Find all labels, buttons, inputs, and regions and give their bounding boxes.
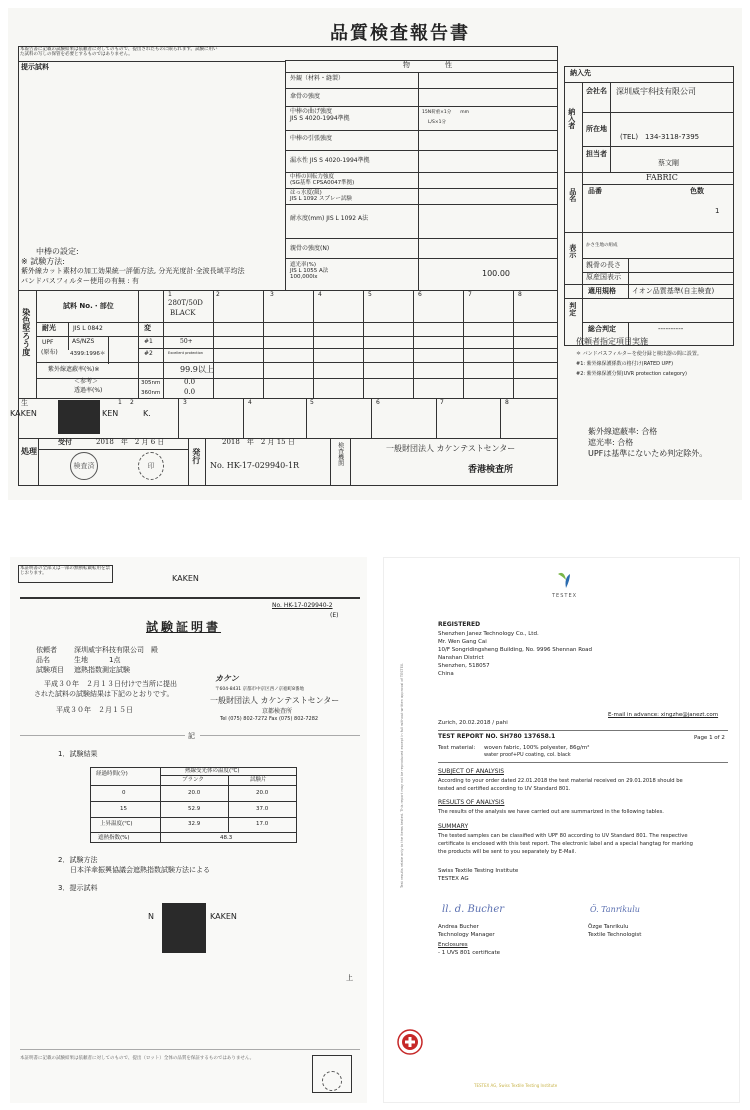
sample-label: 提示試料 bbox=[21, 63, 49, 71]
color-count: 1 bbox=[715, 207, 720, 215]
addr-5: Shenzhen, 518057 bbox=[438, 663, 490, 669]
upf-protection: Excellent protection bbox=[168, 351, 203, 355]
raw-col-1: 1 bbox=[118, 399, 122, 406]
person-name: 蔡文剛 bbox=[658, 159, 679, 167]
upf-std: AS/NZS bbox=[72, 338, 95, 345]
recipient-label: 納入先 bbox=[570, 69, 591, 77]
kaken-brand: KAKEN bbox=[172, 574, 199, 583]
raw-col-8: 8 bbox=[505, 399, 509, 406]
nm-305: 305nm bbox=[141, 380, 161, 386]
request-note: 依頼者指定項目実施 bbox=[576, 337, 648, 346]
th-sample: 試験片 bbox=[250, 777, 267, 783]
registered-label: REGISTERED bbox=[438, 621, 481, 628]
summary-text-1: The tested samples can be classified with UPF 80 according to UV Standard 801. The respective bbox=[438, 833, 688, 839]
light-label: 耐光 bbox=[42, 324, 56, 332]
inspection-org: 一般財団法人 カケンテストセンター bbox=[386, 444, 516, 453]
item-label: 試験項目 bbox=[36, 666, 64, 674]
mid-note-3: 紫外線カット素材の加工効果統一評価方法, 分光光度計·全波長域平均法 bbox=[21, 267, 245, 275]
ki-mark: 記 bbox=[188, 732, 195, 740]
kaken-k: K. bbox=[143, 409, 151, 418]
raw-col-7: 7 bbox=[440, 399, 444, 406]
stain-label: 染色堅ろう度 bbox=[21, 308, 31, 356]
raw-col-2: 2 bbox=[130, 399, 134, 406]
standard-label: 適用規格 bbox=[588, 287, 616, 295]
side-legal-text: Test results relate only to the items tested. This report may not be reproduced except in full without written approval of TESTEX. bbox=[400, 662, 404, 888]
prop-shading: 遮光率(%) JIS L 1055 A法 100,000lx bbox=[290, 262, 329, 281]
bullet-1: ＊ バンドパスフィルターを使分録と検出器の間に設置。 bbox=[576, 351, 702, 357]
org-logo: カケン bbox=[215, 674, 239, 683]
display-label: 表示 bbox=[568, 244, 577, 258]
shading-value: 100.00 bbox=[482, 269, 510, 278]
prop-appearance: 外観（材料・縫製） bbox=[290, 75, 345, 82]
prop-main-rib: 親骨の強度(N) bbox=[290, 245, 330, 252]
col-num-2: 2 bbox=[216, 291, 220, 298]
kaken-right: KAKEN bbox=[210, 912, 237, 921]
row2-blank: 32.9 bbox=[188, 821, 201, 827]
fabric-spec-2: BLACK bbox=[170, 309, 196, 317]
material-1: woven fabric, 100% polyester, 86g/m² bbox=[484, 745, 590, 751]
material-2: water proof+PU coating, col. black bbox=[484, 752, 571, 758]
inspect-label: 検査機関 bbox=[336, 442, 344, 466]
row0-blank: 20.0 bbox=[188, 790, 201, 796]
upf-label: UPF bbox=[42, 339, 54, 346]
inspection-branch: 香港検査所 bbox=[468, 465, 514, 475]
signer-1-name: Andrea Bucher bbox=[438, 924, 479, 930]
summary-text-2: certificate is enclosed with this test report. The electronic label and a special hangtag for marking bbox=[438, 841, 693, 847]
sec1-title: 1．試験結果 bbox=[58, 750, 98, 758]
place-date: Zurich, 20.02.2018 / pahi bbox=[438, 720, 508, 726]
sample-no-label: 試料 No.・部位 bbox=[63, 302, 114, 310]
recv-date: 2018 年 2 月 6 日 bbox=[96, 438, 165, 446]
signature-2: Ö. Tanrikulu bbox=[590, 905, 640, 914]
issue-date: 2018 年 2 月 15 日 bbox=[222, 438, 295, 446]
row1-sample: 37.0 bbox=[256, 806, 269, 812]
col-num-4: 4 bbox=[318, 291, 322, 298]
col-num-8: 8 bbox=[518, 291, 522, 298]
fabric-spec-1: 280T/50D bbox=[168, 299, 203, 307]
display-row-1: かさ生地の組成 bbox=[586, 243, 618, 248]
cert-no: No. HK-17-029940-2 bbox=[272, 602, 333, 609]
trans-305: 0.0 bbox=[184, 378, 196, 386]
th-temp: 熱線受光体の温度(℃) bbox=[185, 768, 240, 774]
testex-logo-icon bbox=[554, 570, 574, 590]
notice-text: 本証明書の全部又は一部の無断転載転用を禁じおります。 bbox=[20, 566, 110, 576]
nm-360: 360nm bbox=[141, 390, 161, 396]
person-label: 担当者 bbox=[586, 150, 607, 158]
report-note: 本報告書に記載の試験結果は依頼者に対してのもので、提出されたものに限られます。試験に用いた試料の写しの保管を必要とするものではありません。 bbox=[20, 47, 218, 57]
overall-value: ---------- bbox=[658, 325, 684, 333]
product-value: 生地 1点 bbox=[74, 656, 121, 664]
tel: (TEL) 134-3118-7395 bbox=[620, 133, 700, 141]
product-label: 品名 bbox=[568, 188, 577, 202]
bullet-2: #1: 紫外線保護係数の格付け(RATED UPF) bbox=[576, 361, 674, 367]
fabric-label: FABRIC bbox=[646, 173, 678, 182]
row2-sample: 17.0 bbox=[256, 821, 269, 827]
statement-2: された試料の試験結果は下記のとおりです。 bbox=[34, 690, 174, 698]
cert-footer: 本証明書に記載の試験結果は依頼者に対してのもので、提出（ロット）全体の品質を保証するものではありません。 bbox=[20, 1056, 255, 1061]
email-advance[interactable]: E-mail in advance: xingzhe@janezt.com bbox=[608, 712, 719, 718]
bend-value-2: L/S×1分 bbox=[428, 120, 447, 125]
org-name: 一般財団法人 カケンテストセンター bbox=[210, 696, 340, 705]
enclosures-heading: Enclosures bbox=[438, 942, 468, 948]
raw-col-6: 6 bbox=[376, 399, 380, 406]
kaken-n: N bbox=[148, 912, 154, 921]
nounyuu-label: 納入者 bbox=[567, 108, 576, 129]
addr-2: Mr. Wen Gang Cai bbox=[438, 639, 487, 645]
result-1: 紫外線遮蔽率: 合格 bbox=[588, 427, 658, 436]
results-text: The results of the analysis we have carried out are summarized in the following tables. bbox=[438, 809, 664, 815]
raw-label: 生 bbox=[21, 399, 28, 407]
kaken-left: KAKEN bbox=[10, 409, 37, 418]
summary-text-3: the products will be sent to you separately by E-Mail. bbox=[438, 849, 577, 855]
light-change: 変 bbox=[144, 324, 151, 332]
upf-h2: #2 bbox=[144, 350, 153, 357]
org-branch: 京都検査所 bbox=[262, 708, 293, 715]
footer-stamp bbox=[322, 1071, 342, 1091]
mid-note-2: ※ 試験方法: bbox=[21, 257, 65, 266]
trans-label: 透過率(%) bbox=[74, 387, 103, 394]
redacted-block-2 bbox=[162, 903, 206, 953]
recv-label: 受付 bbox=[58, 438, 72, 446]
statement-1: 平成３０年 ２月１３日付けで当所に提出 bbox=[44, 680, 177, 688]
col-num-7: 7 bbox=[468, 291, 472, 298]
redacted-block-1 bbox=[58, 400, 100, 434]
recipient-frame bbox=[564, 66, 734, 346]
sec2-title: 2．試験方法 bbox=[58, 856, 98, 864]
material-label: Test material: bbox=[438, 745, 476, 751]
overall-label: 総合判定 bbox=[588, 325, 616, 333]
company-label: 会社名 bbox=[586, 87, 607, 95]
ue-mark: 上 bbox=[346, 974, 353, 982]
col-num-3: 3 bbox=[270, 291, 274, 298]
upf-value: 50+ bbox=[180, 338, 193, 345]
addr-4: Nanshan District bbox=[438, 655, 484, 661]
subject-text-1: According to your order dated 22.01.2018 the test material received on 29.01.2018 should be bbox=[438, 778, 683, 784]
subject-text-2: tested and certified according to UV Standard 801. bbox=[438, 786, 571, 792]
client-label: 依頼者 bbox=[36, 646, 57, 654]
mid-note-1: 中棒の設定: bbox=[36, 247, 79, 256]
cert-date: 平成３０年 ２月１５日 bbox=[56, 706, 133, 714]
report-number: No. HK-17-029940-1R bbox=[210, 461, 300, 470]
org-tel: Tel (075) 802-7272 Fax (075) 802-7282 bbox=[220, 716, 319, 722]
results-heading: RESULTS OF ANALYSIS bbox=[438, 799, 505, 806]
uv-value: 99.9以上 bbox=[180, 365, 214, 374]
prop-leakage: 漏水性 JIS S 4020-1994準拠 bbox=[290, 157, 370, 164]
ref-label: ＜参考＞ bbox=[74, 378, 99, 385]
result-3: UPFは基準にないため判定除外。 bbox=[588, 449, 708, 458]
row0-sample: 20.0 bbox=[256, 790, 269, 796]
quality-report-sheet bbox=[8, 8, 742, 500]
issue-label: 発行 bbox=[191, 448, 201, 464]
prop-shaft-tensile: 中棒の引張強度 bbox=[290, 135, 333, 142]
upf-h1: #1 bbox=[144, 338, 153, 345]
inspection-stamp-1: 検査済 bbox=[70, 452, 98, 480]
prop-shaft-bend: 中棒の曲げ強度 JIS S 4020-1994準拠 bbox=[290, 108, 350, 122]
kaken-certificate-sheet bbox=[10, 557, 367, 1103]
raw-col-3: 3 bbox=[183, 399, 187, 406]
prop-rotation: 中棒の回転力強度 (SG基準 CPSA0047準拠) bbox=[290, 174, 355, 187]
trans-360: 0.0 bbox=[184, 388, 196, 396]
upf-orig: (原布) bbox=[41, 349, 58, 356]
light-std: JIS L 0842 bbox=[73, 325, 103, 332]
raw-col-5: 5 bbox=[310, 399, 314, 406]
signer-2-name: Özge Tanrikulu bbox=[588, 924, 629, 930]
index-value: 48.3 bbox=[220, 835, 233, 841]
test-report-no: TEST REPORT NO. SH780 137658.1 bbox=[438, 733, 556, 740]
row0-time: 0 bbox=[122, 790, 126, 796]
th-time: 経過時間(分) bbox=[96, 771, 128, 777]
color-label: 色数 bbox=[690, 187, 704, 195]
prop-water-resist: 耐水度(mm) JIS L 1092 A法 bbox=[290, 215, 369, 222]
uv-label: 紫外線遮蔽率(%)※ bbox=[48, 366, 100, 373]
process-label: 処理 bbox=[21, 447, 37, 456]
address-label: 所在地 bbox=[586, 125, 607, 133]
bullet-3: #2: 紫外線保護分類(UVR protection category) bbox=[576, 371, 687, 377]
subject-heading: SUBJECT OF ANALYSIS bbox=[438, 768, 505, 775]
cert-rev: (E) bbox=[330, 612, 339, 619]
prop-water-repel: はっ水度(級) JIS L 1092 スプレー試験 bbox=[290, 190, 352, 203]
addr-6: China bbox=[438, 671, 454, 677]
institute-1: Swiss Textile Testing Institute bbox=[438, 868, 519, 874]
client-value: 深圳威宇科技有限公司 殿 bbox=[74, 646, 158, 654]
row2-time: 上昇温度(℃) bbox=[100, 821, 133, 827]
row1-time: 15 bbox=[120, 806, 127, 812]
org-address: 〒604-8431 京都市中京区西ノ京徳町8番地 bbox=[215, 687, 304, 692]
testex-footer: TESTEX AG, Swiss Textile Testing Institute bbox=[474, 1083, 558, 1088]
summary-heading: SUMMARY bbox=[438, 823, 469, 830]
product-label: 品名 bbox=[36, 656, 50, 664]
raw-col-4: 4 bbox=[248, 399, 252, 406]
institute-2: TESTEX AG bbox=[438, 876, 469, 882]
company-name: 深圳威宇科技有限公司 bbox=[616, 87, 696, 96]
page-indicator: Page 1 of 2 bbox=[694, 735, 725, 741]
upf-year: 4399:1996＊ bbox=[70, 351, 106, 357]
report-title: 品質検査報告書 bbox=[330, 23, 470, 44]
th-blank: ブランク bbox=[182, 777, 204, 783]
testex-brand: TESTEX bbox=[552, 593, 578, 599]
row1-blank: 52.9 bbox=[188, 806, 201, 812]
inspection-stamp-2: 印 bbox=[138, 452, 164, 480]
col-num-6: 6 bbox=[418, 291, 422, 298]
prop-rib-strength: 傘骨の強度 bbox=[290, 93, 321, 100]
mid-note-4: バンドパスフィルター使用の有無 : 有 bbox=[21, 277, 139, 285]
swiss-seal-icon bbox=[396, 1028, 424, 1056]
method-text: 日本洋傘振興協議会遮熱指数試験方法による bbox=[70, 866, 210, 874]
testex-report-sheet bbox=[383, 557, 740, 1103]
judge-label: 判定 bbox=[568, 302, 577, 316]
standard-value: イオン品質基準(自主検査) bbox=[632, 287, 715, 295]
item-value: 遮熱指数測定試験 bbox=[74, 666, 130, 674]
cert-title: 試験証明書 bbox=[146, 620, 222, 634]
col-num-1: 1 bbox=[168, 291, 172, 298]
sec3-title: 3．提示試料 bbox=[58, 884, 98, 892]
signer-1-title: Technology Manager bbox=[438, 932, 495, 938]
kaken-mid: KEN bbox=[102, 409, 119, 418]
enclosures-item: - 1 UVS 801 certificate bbox=[438, 950, 501, 956]
display-row-3: 原産国表示 bbox=[586, 273, 621, 281]
index-label: 遮熱指数(%) bbox=[98, 835, 130, 841]
col-num-5: 5 bbox=[368, 291, 372, 298]
addr-1: Shenzhen Janez Technology Co., Ltd. bbox=[438, 631, 539, 637]
signature-1: ll. d. Bucher bbox=[442, 904, 505, 915]
props-header: 物 性 bbox=[403, 61, 452, 69]
bend-value-1: 15N荷重×1分 mm bbox=[422, 110, 469, 115]
display-row-2: 親骨の長さ bbox=[586, 261, 621, 269]
addr-3: 10/F Songridingsheng Building, No. 9996 Shennan Road bbox=[438, 647, 593, 653]
signer-2-title: Textile Technologist bbox=[588, 932, 642, 938]
product-no-label: 品番 bbox=[588, 187, 602, 195]
result-2: 遮光率: 合格 bbox=[588, 438, 634, 447]
